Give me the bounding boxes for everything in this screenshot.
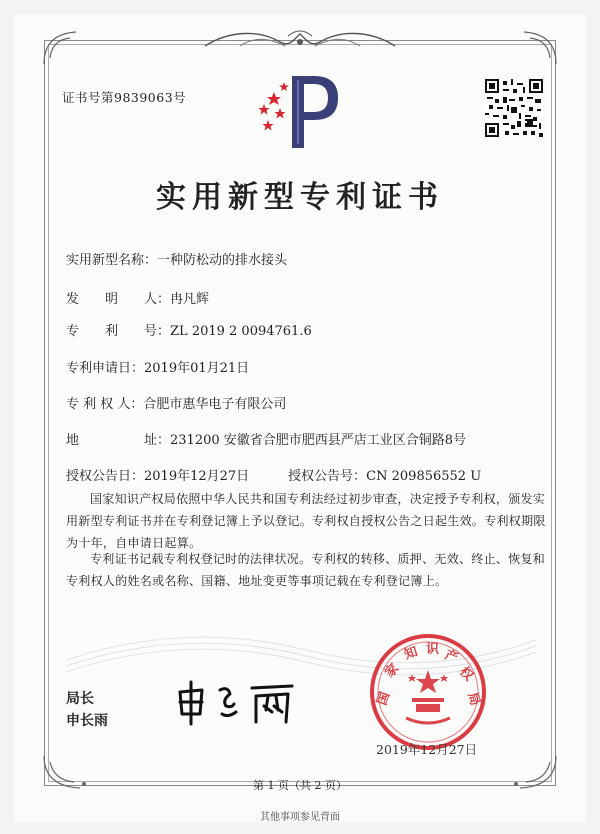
field-label: 专 利 权 人： xyxy=(66,397,144,412)
svg-text:权: 权 xyxy=(456,664,476,685)
statement-paragraph-2: 专利证书记载专利权登记时的法律状况。专利权的转移、质押、无效、终止、恢复和专利权人的姓名或名称、国籍、地址变更等事项记载在专利登记簿上。 xyxy=(66,552,546,588)
field-value: ZL 2019 2 0094761.6 xyxy=(170,324,312,339)
qr-code-icon xyxy=(485,79,543,137)
patent-office-emblem-icon xyxy=(252,70,342,150)
field-value: 231200 安徽省合肥市肥西县严店工业区合铜路8号 xyxy=(170,433,467,448)
field-value: 一种防松动的排水接头 xyxy=(157,253,288,268)
corner-ornament-icon xyxy=(516,28,560,68)
field-label: 地 址： xyxy=(66,433,171,448)
field-grant-date xyxy=(66,465,481,484)
field-value: 冉凡辉 xyxy=(170,292,210,307)
field-label: 专 利 号： xyxy=(66,324,171,339)
official-block xyxy=(66,688,108,732)
field-value: 合肥市惠华电子有限公司 xyxy=(143,397,287,412)
signature-icon xyxy=(172,678,322,728)
field-value: 2019年12月27日 xyxy=(144,469,250,484)
certificate-title: 实用新型专利证书 xyxy=(156,180,444,215)
official-name: 申长雨 xyxy=(66,713,108,729)
field-label: 发 明 人： xyxy=(66,292,171,307)
field-label: 授权公告日： xyxy=(66,469,145,484)
field-label: 授权公告号： xyxy=(288,469,367,484)
field-label: 实用新型名称： xyxy=(66,253,158,268)
footer-note: 其他事项参见背面 xyxy=(260,812,340,823)
page-number: 第 1 页（共 2 页） xyxy=(253,779,347,792)
seal-date: 2019年12月27日 xyxy=(376,742,478,757)
field-value: CN 209856552 U xyxy=(366,469,482,484)
svg-text:识: 识 xyxy=(426,642,440,657)
top-ornament-icon xyxy=(200,28,400,54)
field-filing-date xyxy=(66,357,249,376)
field-patentee xyxy=(66,393,286,412)
field-value: 2019年01月21日 xyxy=(144,361,250,376)
svg-text:局: 局 xyxy=(464,690,483,708)
field-inventor xyxy=(66,288,209,307)
certificate-number: 证书号第9839063号 xyxy=(62,90,187,105)
field-utility-model-name xyxy=(66,249,287,268)
official-seal-icon xyxy=(368,632,488,752)
corner-ornament-icon xyxy=(40,28,84,68)
statement-paragraph-1: 国家知识产权局依照中华人民共和国专利法经过初步审查，决定授予专利权，颁发实用新型专利证书并在专利登记簿上予以登记。专利权自授权公告之日起生效。专利权期限为十年，自申请日起算。 xyxy=(66,492,546,550)
field-address xyxy=(66,429,466,448)
svg-text:家: 家 xyxy=(382,661,403,681)
svg-text:产: 产 xyxy=(442,647,460,667)
field-patent-number xyxy=(66,320,312,339)
svg-text:知: 知 xyxy=(402,644,420,663)
field-label: 专利申请日： xyxy=(66,361,145,376)
official-title: 局长 xyxy=(66,691,94,707)
svg-text:国: 国 xyxy=(374,690,394,708)
